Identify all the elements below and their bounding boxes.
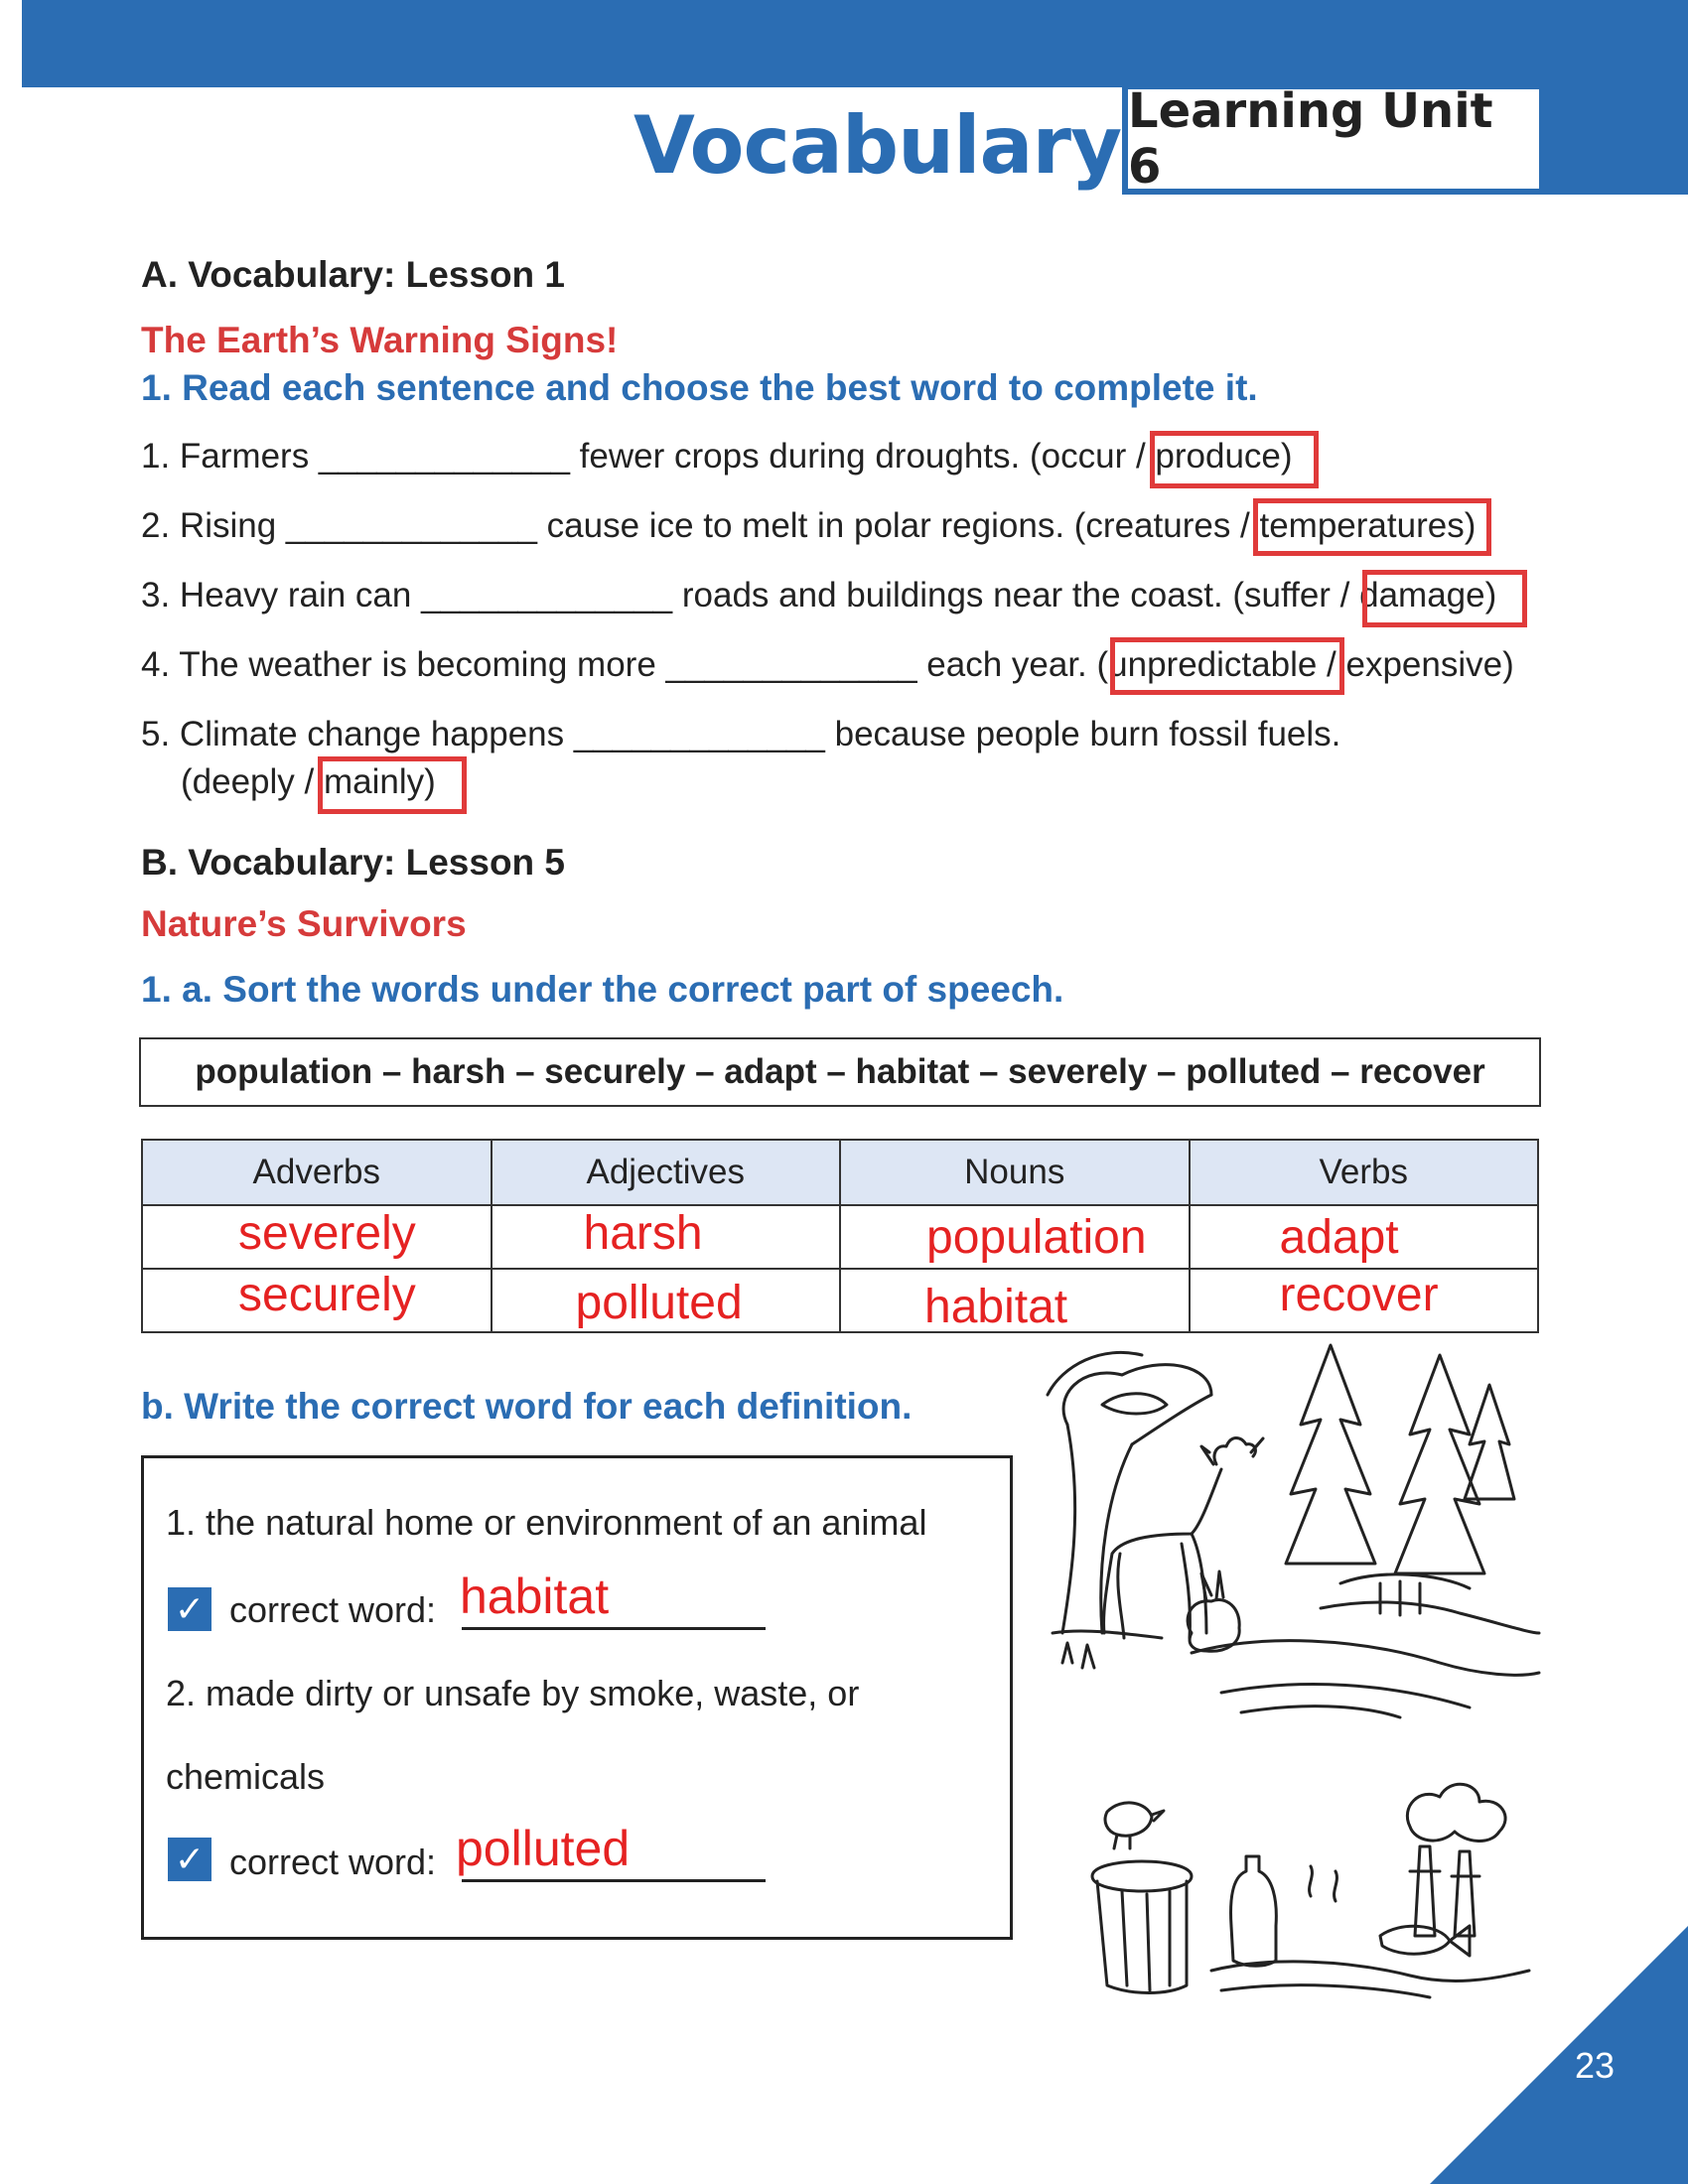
checkbox-icon: ✓ (168, 1587, 211, 1631)
header-adjectives: Adjectives (492, 1140, 841, 1205)
definition-2-cont: chemicals (166, 1756, 326, 1797)
nature-scene-illustration (1043, 1335, 1544, 1772)
section-a-heading: A. Vocabulary: Lesson 1 (141, 254, 565, 295)
answer-box-2 (1253, 498, 1491, 556)
answer-box-4 (1110, 637, 1344, 695)
sentence-5-options: (deeply / mainly) (181, 762, 436, 801)
word-bank: population – harsh – securely – adapt – habitat – severely – polluted – recover (139, 1037, 1541, 1107)
unit-label: Learning Unit 6 (1128, 83, 1493, 195)
section-b-subtitle: Nature’s Survivors (141, 903, 467, 944)
table-cell: population (840, 1205, 1190, 1269)
answer-box-3 (1362, 570, 1527, 627)
table-row (142, 1205, 1538, 1269)
sentence-1: 1. Farmers _____________ fewer crops during droughts. (occur / produce) (141, 437, 1293, 476)
definition-2: 2. made dirty or unsafe by smoke, waste, or (166, 1673, 860, 1713)
correct-word-label-1: correct word: (229, 1589, 437, 1630)
answer-2: polluted (456, 1821, 631, 1876)
page-corner-triangle (1430, 1926, 1688, 2184)
page-number: 23 (1575, 2045, 1616, 2086)
answer-1: habitat (460, 1569, 610, 1624)
header-verbs: Verbs (1190, 1140, 1539, 1205)
header-nouns: Nouns (840, 1140, 1190, 1205)
table-cell: adapt (1190, 1205, 1539, 1269)
section-a-instruction: 1. Read each sentence and choose the best word to complete it. (141, 367, 1258, 408)
sentence-3: 3. Heavy rain can _____________ roads and buildings near the coast. (suffer / damage) (141, 576, 1497, 614)
table-row (142, 1269, 1538, 1332)
section-b-heading: B. Vocabulary: Lesson 5 (141, 842, 565, 883)
section-b-instruction-a: 1. a. Sort the words under the correct part of speech. (141, 969, 1064, 1010)
unit-label-box (1122, 83, 1539, 195)
answer-box-5 (318, 756, 467, 814)
sentence-5: 5. Climate change happens _____________ because people burn fossil fuels. (141, 715, 1341, 753)
table-cell: habitat (840, 1269, 1190, 1332)
sentence-2: 2. Rising _____________ cause ice to melt in polar regions. (creatures / temperatures) (141, 506, 1477, 545)
correct-word-label-2: correct word: (229, 1842, 437, 1882)
section-b-instruction-b: b. Write the correct word for each definition. (141, 1386, 913, 1427)
section-a-subtitle: The Earth’s Warning Signs! (141, 320, 619, 360)
table-header-row (142, 1140, 1538, 1205)
answer-line-2 (462, 1879, 766, 1882)
definitions-box (141, 1455, 1013, 1940)
page-title: Vocabulary (633, 99, 1122, 192)
top-banner (22, 0, 1688, 87)
table-cell: harsh (492, 1205, 841, 1269)
parts-of-speech-table (141, 1139, 1539, 1333)
definition-1: 1. the natural home or environment of an animal (166, 1502, 927, 1543)
header-adverbs: Adverbs (142, 1140, 492, 1205)
table-cell: securely (142, 1269, 492, 1332)
table-cell: recover (1190, 1269, 1539, 1332)
table-cell: severely (142, 1205, 492, 1269)
answer-line-1 (462, 1627, 766, 1630)
answer-box-1 (1150, 431, 1319, 488)
sentence-4: 4. The weather is becoming more _____________ each year. (unpredictable / expensive) (141, 645, 1514, 684)
table-cell: polluted (492, 1269, 841, 1332)
checkbox-icon: ✓ (168, 1838, 211, 1881)
